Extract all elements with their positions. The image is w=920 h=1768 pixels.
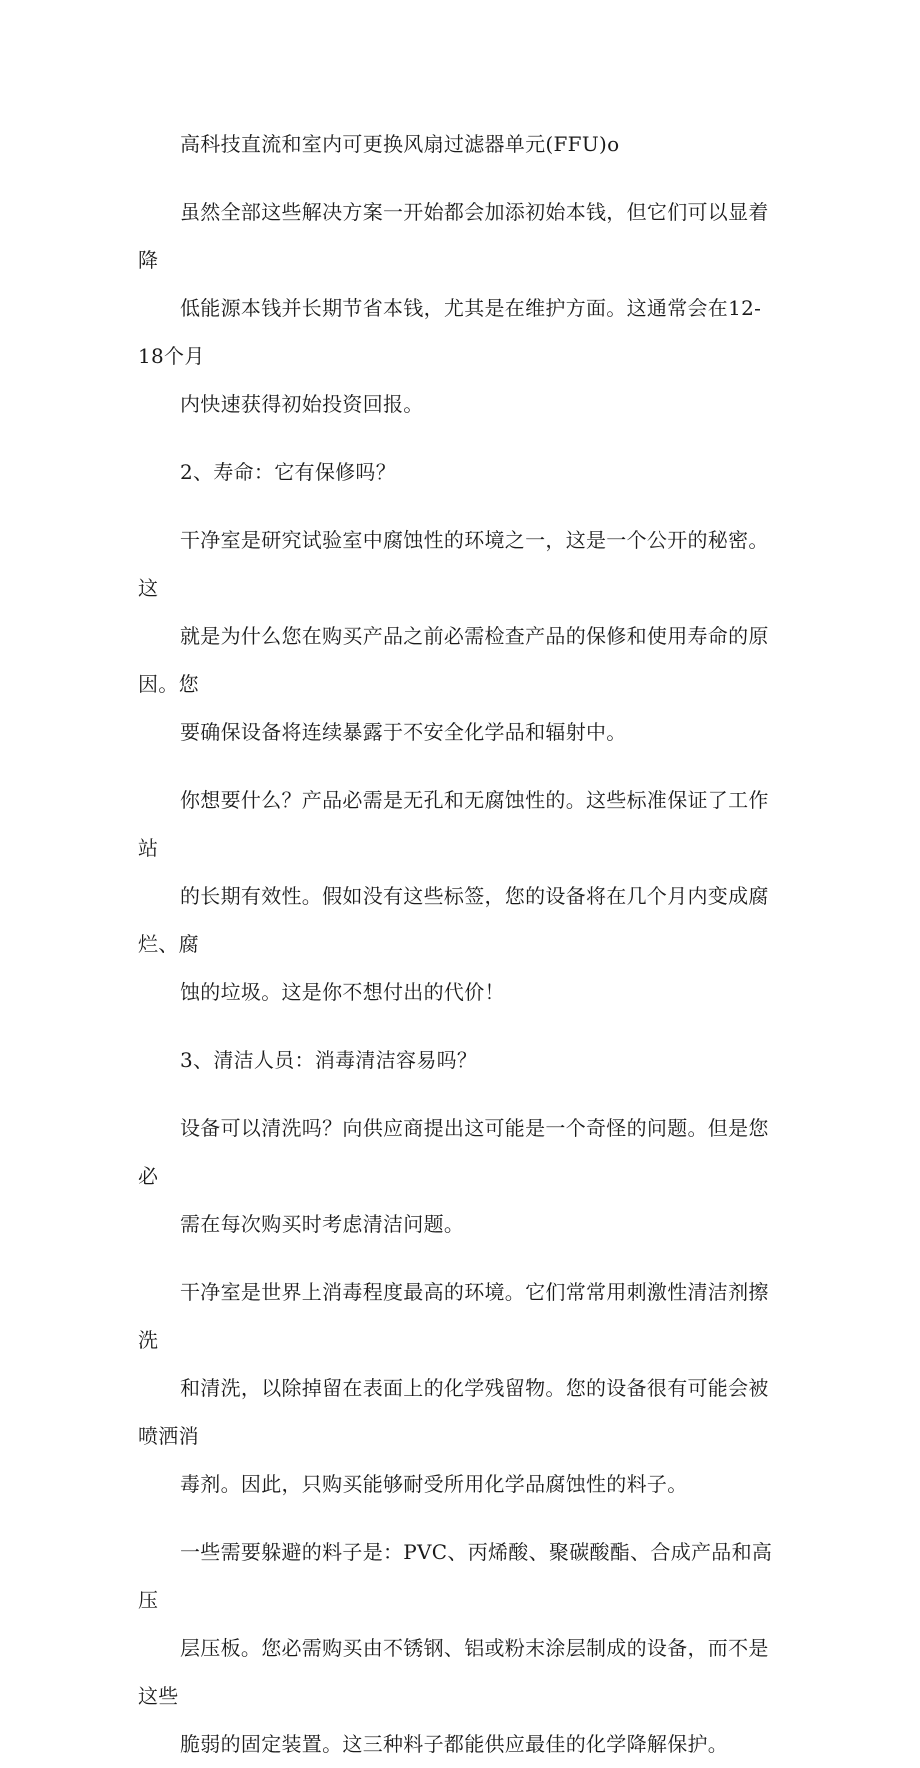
text-line: 毒剂。因此，只购买能够耐受所用化学品腐蚀性的料子。	[180, 1472, 688, 1496]
section-heading-cleaning	[138, 1036, 780, 1084]
text-line: 设备可以清洗吗？向供应商提出这可能是一个奇怪的问题。但是您必	[138, 1116, 769, 1188]
document-body	[138, 120, 780, 1768]
paragraph-corrosive-environment	[138, 516, 780, 756]
heading-text: 2、寿命：它有保修吗？	[180, 460, 397, 484]
paragraph-washable-equipment	[138, 1104, 780, 1248]
text-line: 高科技直流和室内可更换风扇过滤器单元(FFU)o	[180, 132, 620, 156]
text-line: 就是为什么您在购买产品之前必需检查产品的保修和使用寿命的原因。您	[138, 624, 769, 696]
text-line: 一些需要躲避的料子是：PVC、丙烯酸、聚碳酸酯、合成产品和高压	[138, 1540, 773, 1612]
text-line: 的长期有效性。假如没有这些标签，您的设备将在几个月内变成腐烂、腐	[138, 884, 769, 956]
paragraph-materials-to-avoid	[138, 1528, 780, 1768]
text-line: 你想要什么？产品必需是无孔和无腐蚀性的。这些标准保证了工作站	[138, 788, 769, 860]
heading-text: 3、清洁人员：消毒清洁容易吗？	[180, 1048, 478, 1072]
text-line: 内快速获得初始投资回报。	[180, 392, 424, 416]
text-line: 低能源本钱并长期节省本钱，尤其是在维护方面。这通常会在12-18个月	[138, 296, 762, 368]
text-line: 脆弱的固定装置。这三种料子都能供应最佳的化学降解保护。	[180, 1732, 729, 1756]
text-line: 需在每次购买时考虑清洁问题。	[180, 1212, 465, 1236]
paragraph-cost-savings	[138, 188, 780, 428]
paragraph-ffu-note	[138, 120, 780, 168]
text-line: 干净室是研究试验室中腐蚀性的环境之一，这是一个公开的秘密。这	[138, 528, 769, 600]
paragraph-product-requirements	[138, 776, 780, 1016]
text-line: 干净室是世界上消毒程度最高的环境。它们常常用刺激性清洁剂擦洗	[138, 1280, 769, 1352]
text-line: 蚀的垃圾。这是你不想付出的代价！	[180, 980, 505, 1004]
text-line: 要确保设备将连续暴露于不安全化学品和辐射中。	[180, 720, 627, 744]
text-line: 虽然全部这些解决方案一开始都会加添初始本钱，但它们可以显着降	[138, 200, 769, 272]
text-line: 和清洗，以除掉留在表面上的化学残留物。您的设备很有可能会被喷洒消	[138, 1376, 769, 1448]
section-heading-lifespan	[138, 448, 780, 496]
text-line: 层压板。您必需购买由不锈钢、铝或粉末涂层制成的设备，而不是这些	[138, 1636, 769, 1708]
paragraph-disinfection	[138, 1268, 780, 1508]
